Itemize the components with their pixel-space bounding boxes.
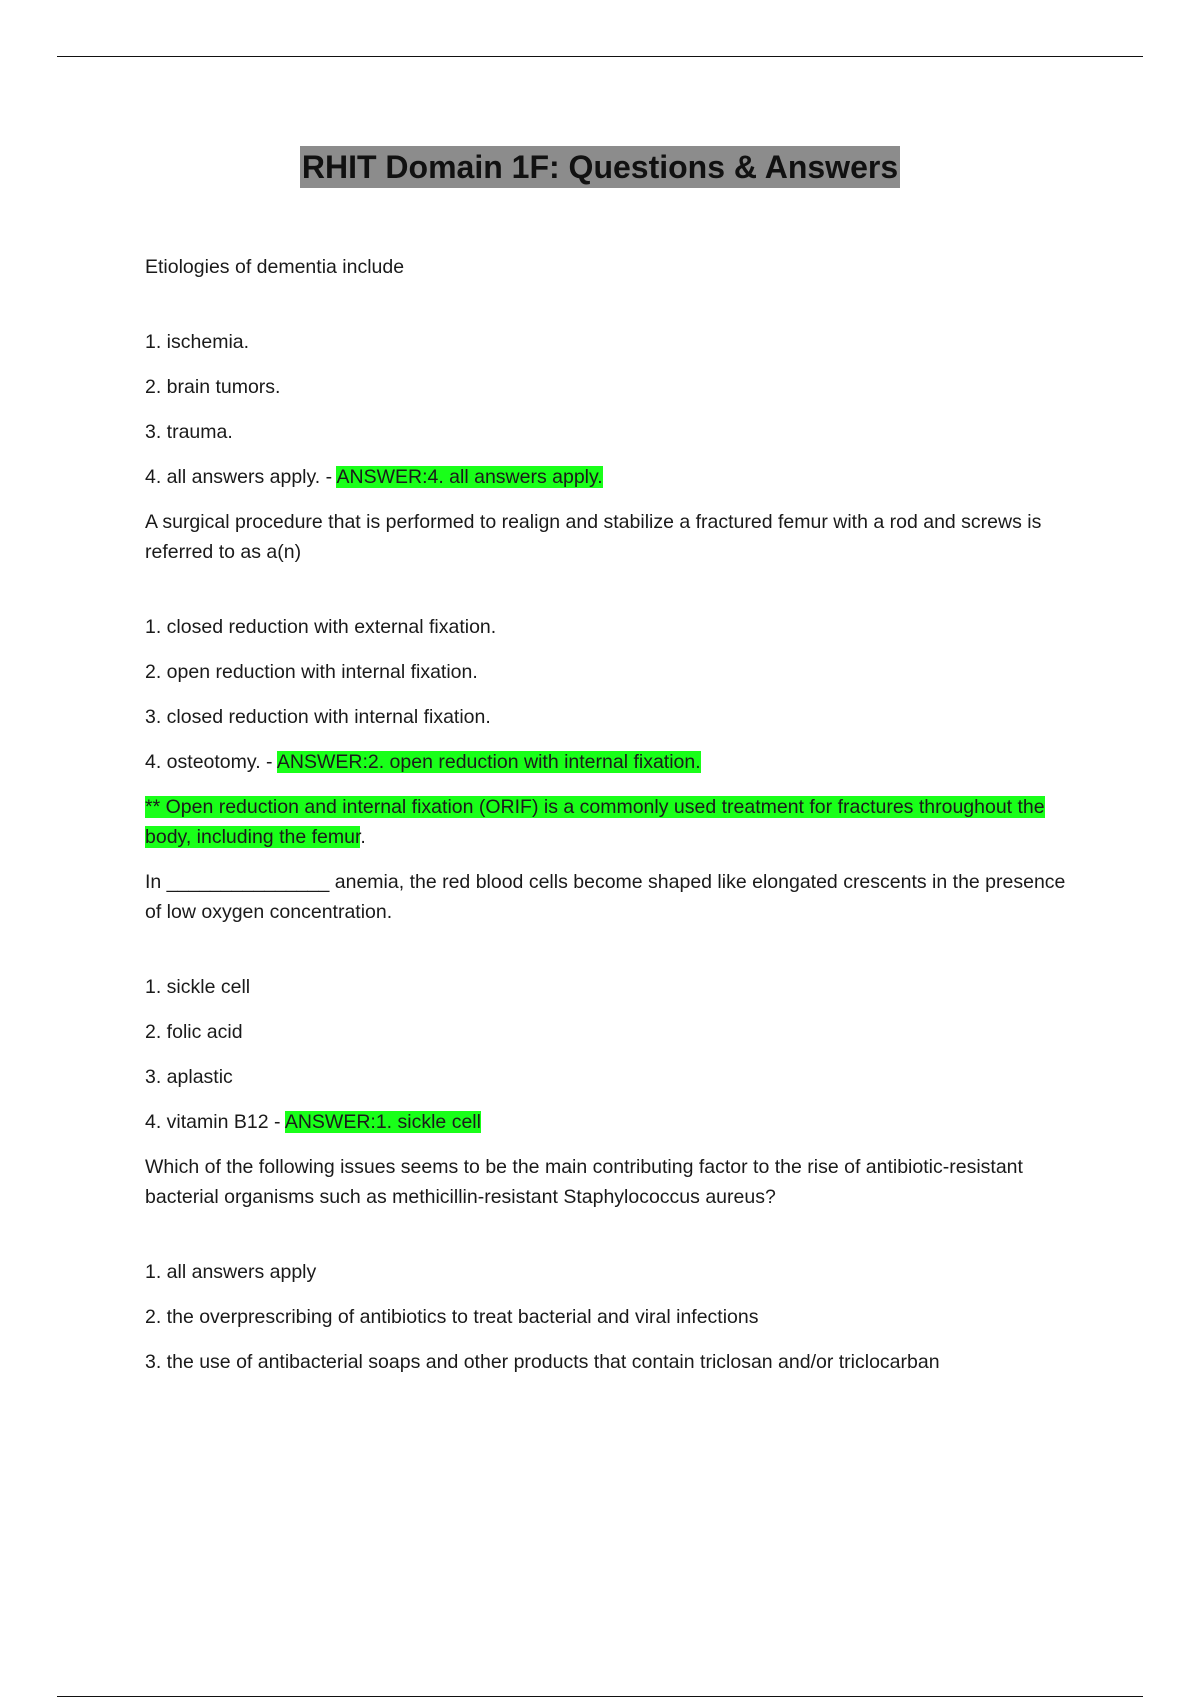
question-prompt: A surgical procedure that is performed to realign and stabilize a fractured femur with a rod and screws is referred to as a(n): [145, 511, 1042, 563]
answer-option: 3. the use of antibacterial soaps and other products that contain triclosan and/or triclocarban: [145, 1351, 940, 1373]
answer-note: [145, 792, 1085, 852]
option-text: 4. vitamin B12 -: [145, 1111, 285, 1133]
answer-option: 1. all answers apply: [145, 1261, 317, 1283]
header-rule: [57, 56, 1143, 57]
answer-option: 2. open reduction with internal fixation.: [145, 661, 478, 683]
note-end: .: [360, 826, 366, 848]
option-text: 4. all answers apply. -: [145, 466, 337, 488]
answer-option: 1. sickle cell: [145, 976, 251, 998]
answer-option-last: [145, 462, 1085, 492]
page-title: RHIT Domain 1F: Questions & Answers: [300, 146, 900, 188]
title-block: [0, 146, 1200, 188]
answer-option: 3. closed reduction with internal fixation.: [145, 706, 491, 728]
footer-rule: [57, 1696, 1143, 1697]
answer-option: 2. folic acid: [145, 1021, 243, 1043]
option-text: 4. osteotomy. -: [145, 751, 277, 773]
highlighted-answer: ANSWER:2. open reduction with internal fixation.: [276, 751, 701, 773]
answer-option: 3. aplastic: [145, 1066, 233, 1088]
answer-option: 1. ischemia.: [145, 331, 250, 353]
highlighted-answer: ANSWER:4. all answers apply.: [336, 466, 603, 488]
answer-option: 1. closed reduction with external fixation.: [145, 616, 497, 638]
answer-option: 2. the overprescribing of antibiotics to treat bacterial and viral infections: [145, 1306, 759, 1328]
document-body: [145, 252, 1085, 1392]
answer-option-last: [145, 1107, 1085, 1137]
highlighted-answer: ANSWER:1. sickle cell: [284, 1111, 481, 1133]
question-prompt: Which of the following issues seems to be the main contributing factor to the rise of antibiotic-resistant bacterial organisms such as methicillin-resistant Staphylococcus aureus?: [145, 1156, 1023, 1208]
answer-option: 2. brain tumors.: [145, 376, 281, 398]
answer-option-last: [145, 747, 1085, 777]
question-prompt: Etiologies of dementia include: [145, 256, 405, 278]
answer-option: 3. trauma.: [145, 421, 233, 443]
question-prompt: In _______________ anemia, the red blood cells become shaped like elongated crescents in the presence of low oxygen concentration.: [145, 871, 1066, 923]
highlighted-note: ** Open reduction and internal fixation (ORIF) is a commonly used treatment for fractures throughout the body, including the femur: [145, 796, 1045, 848]
